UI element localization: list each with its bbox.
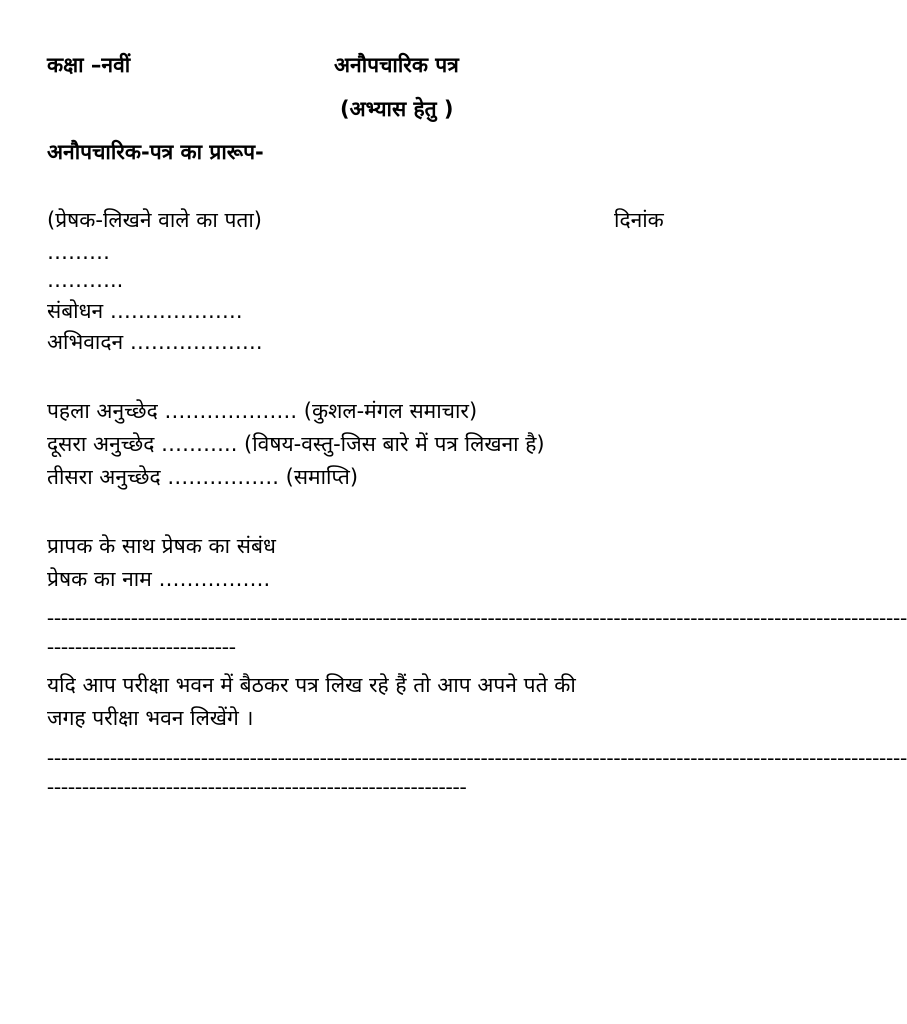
document-subtitle: (अभ्यास हेतु ) [340,97,454,121]
sender-address-label: (प्रेषक-लिखने वाले का पता) [47,208,262,232]
section-heading: अनौपचारिक-पत्र का प्रारूप- [47,140,264,164]
class-label: कक्षा –नवीं [47,53,131,77]
third-paragraph-line: तीसरा अनुच्छेद ……………. (समाप्ति) [47,465,359,489]
date-label: दिनांक [614,208,664,232]
second-paragraph-line: दूसरा अनुच्छेद ……….. (विषय-वस्तु-जिस बारे में पत्र लिखना है) [47,432,545,456]
salutation-line: संबोधन ………………. [47,299,243,323]
dashed-rule-2b: ------------------------------------------------------------ [47,774,467,798]
note-line-2: जगह परीक्षा भवन लिखेंगे । [47,706,254,730]
dashed-rule-1a: --------------------------------------------------------------------------------------------------------------------------- [47,605,907,629]
document-title: अनौपचारिक पत्र [334,53,459,77]
address-dots-2: ……….. [47,268,124,292]
address-dots-1: ……… [47,240,110,264]
greeting-line: अभिवादन ………………. [47,330,263,354]
sender-name-line: प्रेषक का नाम ……………. [47,567,271,591]
relation-line: प्रापक के साथ प्रेषक का संबंध [47,534,276,558]
note-line-1: यदि आप परीक्षा भवन में बैठकर पत्र लिख रहे हैं तो आप अपने पते की [47,673,576,697]
first-paragraph-line: पहला अनुच्छेद ………………. (कुशल-मंगल समाचार) [47,399,478,423]
dashed-rule-1b: --------------------------- [47,634,236,658]
dashed-rule-2a: --------------------------------------------------------------------------------------------------------------------------- [47,745,907,769]
